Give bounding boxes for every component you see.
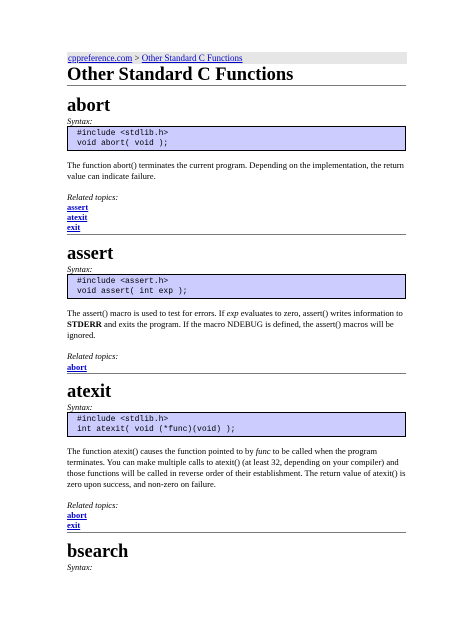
code-line: void abort( void ); [77,139,169,148]
title-divider [67,85,406,86]
abort-description: The function abort() terminates the current program. Depending on the implementation, the return value can indicate failure. [67,160,404,181]
code-line: #include <assert.h> [77,277,169,286]
abort-related-assert-link[interactable]: assert [67,202,89,212]
assert-related-label: Related topics: [67,351,119,361]
abort-related-exit-link[interactable]: exit [67,222,81,232]
abort-related-label: Related topics: [67,192,119,202]
atexit-related-label: Related topics: [67,500,119,510]
assert-syntax-label: Syntax: [67,264,93,274]
section-divider [67,532,406,533]
section-divider [67,373,406,374]
abort-syntax-label: Syntax: [67,116,93,126]
abort-heading: abort [67,96,111,116]
atexit-code-block [67,412,406,437]
breadcrumb-separator: > [132,53,142,63]
assert-related-abort-link[interactable]: abort [67,362,87,372]
bsearch-syntax-label: Syntax: [67,562,93,572]
atexit-description: The function atexit() causes the function pointed to by func to be called when the program terminates. You can make multiple calls to atexit() (at least 32, depending on your compiler) and those functions will be called in reverse order of their establishment. The return value of atexit() is zero upon success, and non-zero on failure. [67,446,406,489]
atexit-syntax-label: Syntax: [67,402,93,412]
code-line: #include <stdlib.h> [77,415,169,424]
atexit-heading: atexit [67,382,112,402]
atexit-related-abort-link[interactable]: abort [67,510,87,520]
code-line: void assert( int exp ); [77,287,188,296]
breadcrumb-current-link[interactable]: Other Standard C Functions [141,53,243,63]
breadcrumb-home-link[interactable]: cppreference.com [68,53,133,63]
assert-heading: assert [67,244,114,264]
code-line: int atexit( void (*func)(void) ); [77,425,236,434]
page-title: Other Standard C Functions [67,65,294,85]
section-divider [67,234,406,235]
assert-description: The assert() macro is used to test for errors. If exp evaluates to zero, assert() writes information to STDERR and exits the program. If the macro NDEBUG is defined, the assert() macros will be ignored. [67,308,403,340]
breadcrumb [67,52,407,64]
code-line: #include <stdlib.h> [77,129,169,138]
bsearch-heading: bsearch [67,542,129,562]
atexit-related-exit-link[interactable]: exit [67,520,81,530]
abort-related-atexit-link[interactable]: atexit [67,212,88,222]
assert-code-block [67,274,406,299]
abort-code-block [67,126,406,151]
